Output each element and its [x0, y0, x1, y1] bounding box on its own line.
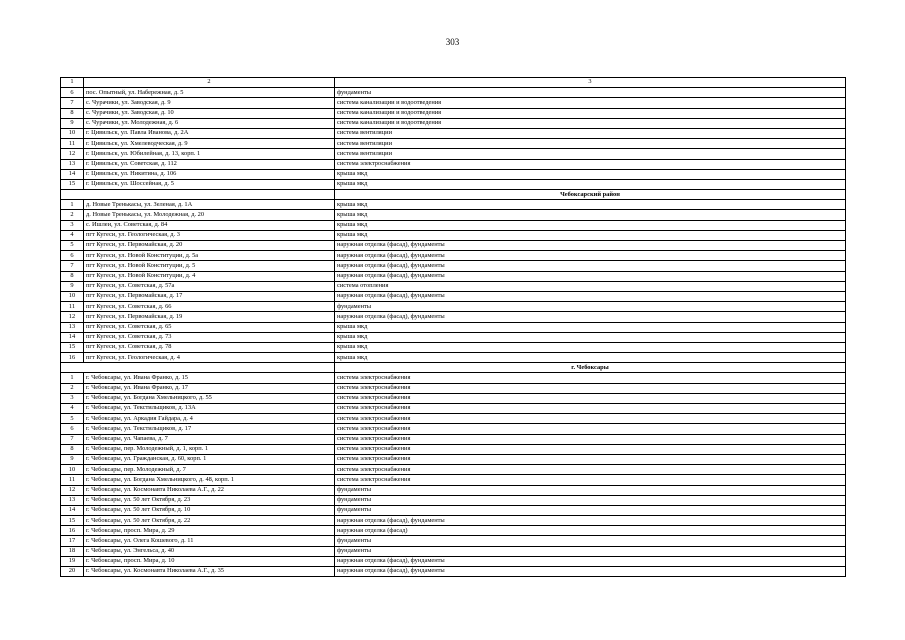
- row-number: 11: [61, 139, 84, 149]
- row-address: г. Цивильск, ул. Советская, д. 112: [84, 159, 335, 169]
- table-row: [61, 291, 846, 301]
- table-row: [61, 475, 846, 485]
- row-number: 4: [61, 404, 84, 414]
- section-row: [61, 190, 846, 200]
- row-work-type: система канализации и водоотведения: [335, 108, 846, 118]
- row-address: пгт Кугеси, ул. Геологическая, д. 3: [84, 230, 335, 240]
- row-work-type: система вентиляции: [335, 139, 846, 149]
- table-row: [61, 128, 846, 138]
- table-row: [61, 241, 846, 251]
- row-number: 1: [61, 373, 84, 383]
- row-number: 8: [61, 444, 84, 454]
- row-address: г. Чебоксары, ул. Гражданская, д. 60, корп. 1: [84, 454, 335, 464]
- table-row: [61, 332, 846, 342]
- section-spacer: [61, 363, 335, 373]
- row-address: пгт Кугеси, ул. Новой Конституции, д. 5а: [84, 251, 335, 261]
- row-work-type: фундаменты: [335, 536, 846, 546]
- row-work-type: система вентиляции: [335, 128, 846, 138]
- row-work-type: крыша мкд: [335, 179, 846, 189]
- row-work-type: крыша мкд: [335, 353, 846, 363]
- row-work-type: наружная отделка (фасад), фундаменты: [335, 567, 846, 577]
- row-number: 6: [61, 424, 84, 434]
- table-row: [61, 465, 846, 475]
- row-work-type: крыша мкд: [335, 169, 846, 179]
- row-number: 15: [61, 516, 84, 526]
- row-address: г. Чебоксары, ул. Космонавта Николаева А.Г., д. 22: [84, 485, 335, 495]
- table-row: [61, 200, 846, 210]
- row-address: пос. Опытный, ул. Набережная, д. 5: [84, 88, 335, 98]
- row-work-type: система электроснабжения: [335, 393, 846, 403]
- row-number: 8: [61, 271, 84, 281]
- row-number: 15: [61, 179, 84, 189]
- row-address: пгт Кугеси, ул. Геологическая, д. 4: [84, 353, 335, 363]
- row-work-type: наружная отделка (фасад), фундаменты: [335, 516, 846, 526]
- row-number: 3: [61, 220, 84, 230]
- table-row: [61, 98, 846, 108]
- row-address: пгт Кугеси, ул. Новой Конституции, д. 4: [84, 271, 335, 281]
- row-address: с. Чурачики, ул. Молодежная, д. 6: [84, 118, 335, 128]
- row-address: пгт Кугеси, ул. Новой Конституции, д. 5: [84, 261, 335, 271]
- table-row: [61, 546, 846, 556]
- row-work-type: фундаменты: [335, 546, 846, 556]
- row-number: 8: [61, 108, 84, 118]
- row-address: пгт Кугеси, ул. Первомайская, д. 19: [84, 312, 335, 322]
- row-address: с. Чурачики, ул. Заводская, д. 9: [84, 98, 335, 108]
- row-work-type: наружная отделка (фасад), фундаменты: [335, 241, 846, 251]
- row-number: 10: [61, 465, 84, 475]
- row-work-type: система электроснабжения: [335, 424, 846, 434]
- row-number: 18: [61, 546, 84, 556]
- row-number: 11: [61, 475, 84, 485]
- table-row: [61, 444, 846, 454]
- table-row: [61, 302, 846, 312]
- row-number: 14: [61, 332, 84, 342]
- row-work-type: фундаменты: [335, 485, 846, 495]
- table-row: [61, 393, 846, 403]
- row-number: 17: [61, 536, 84, 546]
- row-work-type: крыша мкд: [335, 342, 846, 352]
- row-address: г. Чебоксары, ул. Богдана Хмельницкого, д. 48, корп. 1: [84, 475, 335, 485]
- row-work-type: фундаменты: [335, 505, 846, 515]
- row-work-type: наружная отделка (фасад): [335, 526, 846, 536]
- row-number: 7: [61, 434, 84, 444]
- table-row: [61, 342, 846, 352]
- table-row: [61, 424, 846, 434]
- row-work-type: система электроснабжения: [335, 383, 846, 393]
- row-address: пгт Кугеси, ул. Первомайская, д. 17: [84, 291, 335, 301]
- row-number: 6: [61, 88, 84, 98]
- row-number: 2: [61, 210, 84, 220]
- row-address: г. Чебоксары, ул. Аркадия Гайдара, д. 4: [84, 414, 335, 424]
- table-row: [61, 434, 846, 444]
- row-number: 9: [61, 118, 84, 128]
- row-number: 12: [61, 149, 84, 159]
- row-address: г. Чебоксары, ул. Текстильщиков, д. 17: [84, 424, 335, 434]
- row-address: д. Новые Тренькасы, ул. Молодежная, д. 20: [84, 210, 335, 220]
- row-address: г. Чебоксары, ул. Космонавта Николаева А.Г., д. 35: [84, 567, 335, 577]
- table-row: [61, 353, 846, 363]
- row-work-type: система электроснабжения: [335, 444, 846, 454]
- row-number: 10: [61, 128, 84, 138]
- table-row: [61, 495, 846, 505]
- row-address: с. Чурачики, ул. Заводская, д. 10: [84, 108, 335, 118]
- row-number: 7: [61, 261, 84, 271]
- row-address: г. Чебоксары, ул. Энгельса, д. 40: [84, 546, 335, 556]
- row-address: д. Новые Тренькасы, ул. Зеленая, д. 1А: [84, 200, 335, 210]
- table-row: [61, 220, 846, 230]
- row-work-type: система электроснабжения: [335, 373, 846, 383]
- row-address: г. Чебоксары, ул. Богдана Хмельницкого, д. 55: [84, 393, 335, 403]
- row-address: с. Ишлеи, ул. Советская, д. 84: [84, 220, 335, 230]
- header-col-3: 3: [335, 78, 846, 88]
- table-row: [61, 118, 846, 128]
- row-address: пгт Кугеси, ул. Первомайская, д. 20: [84, 241, 335, 251]
- table-row: [61, 414, 846, 424]
- row-address: г. Чебоксары, просп. Мира, д. 29: [84, 526, 335, 536]
- row-number: 12: [61, 485, 84, 495]
- row-number: 5: [61, 241, 84, 251]
- row-number: 9: [61, 454, 84, 464]
- table-row: [61, 505, 846, 515]
- table-row: [61, 230, 846, 240]
- row-work-type: наружная отделка (фасад), фундаменты: [335, 271, 846, 281]
- section-title: Чебоксарский район: [335, 190, 846, 200]
- header-col-2: 2: [84, 78, 335, 88]
- table-row: [61, 404, 846, 414]
- row-work-type: система электроснабжения: [335, 414, 846, 424]
- table-row: [61, 251, 846, 261]
- table-row: [61, 526, 846, 536]
- row-number: 19: [61, 556, 84, 566]
- row-work-type: система электроснабжения: [335, 475, 846, 485]
- table-row: [61, 179, 846, 189]
- row-address: г. Чебоксары, ул. Текстильщиков, д. 13А: [84, 404, 335, 414]
- table-row: [61, 454, 846, 464]
- table-row: [61, 485, 846, 495]
- table-row: [61, 149, 846, 159]
- row-work-type: крыша мкд: [335, 332, 846, 342]
- section-title: г. Чебоксары: [335, 363, 846, 373]
- row-address: г. Чебоксары, ул. 50 лет Октября, д. 23: [84, 495, 335, 505]
- row-work-type: фундаменты: [335, 302, 846, 312]
- registry-table-body: [61, 78, 846, 577]
- row-number: 11: [61, 302, 84, 312]
- row-address: г. Цивильск, ул. Хмелеводческая, д. 9: [84, 139, 335, 149]
- row-address: г. Цивильск, ул. Юбилейная, д. 13, корп. 1: [84, 149, 335, 159]
- row-work-type: наружная отделка (фасад), фундаменты: [335, 312, 846, 322]
- table-row: [61, 88, 846, 98]
- row-work-type: крыша мкд: [335, 210, 846, 220]
- row-address: пгт Кугеси, ул. Советская, д. 65: [84, 322, 335, 332]
- table-row: [61, 159, 846, 169]
- row-number: 13: [61, 495, 84, 505]
- row-number: 6: [61, 251, 84, 261]
- row-address: пгт Кугеси, ул. Советская, д. 57а: [84, 281, 335, 291]
- section-row: [61, 363, 846, 373]
- row-address: пгт Кугеси, ул. Советская, д. 78: [84, 342, 335, 352]
- row-work-type: система электроснабжения: [335, 404, 846, 414]
- row-work-type: наружная отделка (фасад), фундаменты: [335, 261, 846, 271]
- row-number: 15: [61, 342, 84, 352]
- row-number: 9: [61, 281, 84, 291]
- row-number: 13: [61, 322, 84, 332]
- header-row: [61, 78, 846, 88]
- row-work-type: система отопления: [335, 281, 846, 291]
- row-work-type: система канализации и водоотведения: [335, 118, 846, 128]
- row-work-type: крыша мкд: [335, 322, 846, 332]
- row-number: 3: [61, 393, 84, 403]
- row-address: пгт Кугеси, ул. Советская, д. 73: [84, 332, 335, 342]
- row-number: 14: [61, 505, 84, 515]
- row-number: 4: [61, 230, 84, 240]
- row-work-type: крыша мкд: [335, 200, 846, 210]
- row-address: г. Цивильск, ул. Никитина, д. 106: [84, 169, 335, 179]
- row-address: г. Чебоксары, ул. 50 лет Октября, д. 22: [84, 516, 335, 526]
- row-number: 20: [61, 567, 84, 577]
- row-work-type: наружная отделка (фасад), фундаменты: [335, 291, 846, 301]
- row-number: 2: [61, 383, 84, 393]
- row-work-type: крыша мкд: [335, 220, 846, 230]
- row-address: г. Чебоксары, пер. Молодежный, д. 7: [84, 465, 335, 475]
- row-address: г. Чебоксары, просп. Мира, д. 10: [84, 556, 335, 566]
- row-address: г. Цивильск, ул. Шоссейная, д. 5: [84, 179, 335, 189]
- table-row: [61, 556, 846, 566]
- table-row: [61, 322, 846, 332]
- row-work-type: система электроснабжения: [335, 434, 846, 444]
- header-col-1: 1: [61, 78, 84, 88]
- row-work-type: система электроснабжения: [335, 465, 846, 475]
- row-number: 16: [61, 526, 84, 536]
- row-address: г. Чебоксары, пер. Молодежный, д. 1, корп. 1: [84, 444, 335, 454]
- row-address: г. Чебоксары, ул. Олега Кошевого, д. 11: [84, 536, 335, 546]
- row-work-type: система вентиляции: [335, 149, 846, 159]
- page-number: 303: [445, 37, 460, 47]
- row-work-type: система электроснабжения: [335, 454, 846, 464]
- row-work-type: система электроснабжения: [335, 159, 846, 169]
- table-row: [61, 567, 846, 577]
- row-number: 5: [61, 414, 84, 424]
- row-work-type: система канализации и водоотведения: [335, 98, 846, 108]
- row-work-type: фундаменты: [335, 88, 846, 98]
- table-row: [61, 261, 846, 271]
- row-number: 12: [61, 312, 84, 322]
- table-row: [61, 169, 846, 179]
- row-number: 16: [61, 353, 84, 363]
- row-number: 7: [61, 98, 84, 108]
- table-row: [61, 383, 846, 393]
- row-number: 10: [61, 291, 84, 301]
- row-address: г. Чебоксары, ул. 50 лет Октября, д. 10: [84, 505, 335, 515]
- row-work-type: наружная отделка (фасад), фундаменты: [335, 251, 846, 261]
- row-address: г. Чебоксары, ул. Чапаева, д. 7: [84, 434, 335, 444]
- row-address: пгт Кугеси, ул. Советская, д. 66: [84, 302, 335, 312]
- row-work-type: фундаменты: [335, 495, 846, 505]
- table-row: [61, 536, 846, 546]
- table-row: [61, 210, 846, 220]
- table-row: [61, 516, 846, 526]
- row-address: г. Чебоксары, ул. Ивана Франко, д. 15: [84, 373, 335, 383]
- table-row: [61, 108, 846, 118]
- table-row: [61, 139, 846, 149]
- registry-table: [60, 77, 846, 577]
- row-work-type: крыша мкд: [335, 230, 846, 240]
- table-row: [61, 271, 846, 281]
- row-number: 13: [61, 159, 84, 169]
- table-row: [61, 312, 846, 322]
- row-number: 1: [61, 200, 84, 210]
- row-address: г. Чебоксары, ул. Ивана Франко, д. 17: [84, 383, 335, 393]
- table-row: [61, 373, 846, 383]
- row-work-type: наружная отделка (фасад), фундаменты: [335, 556, 846, 566]
- row-address: г. Цивильск, ул. Павла Иванова, д. 2А: [84, 128, 335, 138]
- row-number: 14: [61, 169, 84, 179]
- table-row: [61, 281, 846, 291]
- section-spacer: [61, 190, 335, 200]
